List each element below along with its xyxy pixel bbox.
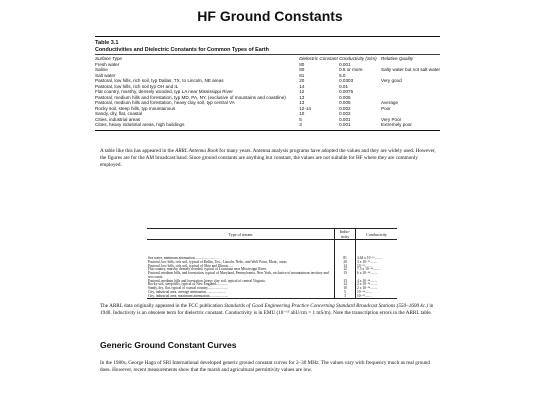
cell-conductivity: 0.001 <box>339 61 351 67</box>
cell-terrain: City, industrial area, maximum attenuation..................... <box>147 295 335 299</box>
cell-conductivity: 0.005 <box>339 100 351 106</box>
cell-dielectric: 5 <box>299 116 302 122</box>
cell-dielectric: 12 <box>299 89 305 95</box>
cell-terrain: Sea water, minimum attenuation............................ <box>148 256 220 260</box>
cell-dielectric: 14 <box>299 83 305 89</box>
table-3-1 <box>95 36 440 131</box>
cell-conductivity: 0.5 or more <box>339 67 363 73</box>
cell-inductivity: 5 <box>335 291 356 295</box>
cell-surface: Cities, heavy industrial areas, high buildings <box>95 122 185 128</box>
book-title: ARRL Antenna Book <box>175 148 218 154</box>
cell-terrain: Sandy, dry, flat, typical of coastal country...................... <box>148 286 228 291</box>
cell-quality: Poor <box>381 105 391 111</box>
cell-conductivity: 0.0075 <box>339 89 354 95</box>
cell-surface: Saline <box>95 67 108 73</box>
cell-quality: Very Poor <box>381 116 402 122</box>
paragraph-text: The ARRL data originally appeared in the FCC publication <box>100 303 225 309</box>
cell-conductivity: 2 x 10⁻¹⁴........ <box>357 282 378 287</box>
cell-dielectric: 10 <box>299 111 305 117</box>
col-quality: Relative Quality <box>381 56 414 62</box>
cell-inductivity: 20 <box>335 261 356 265</box>
cell-conductivity: 5.0 <box>339 72 346 78</box>
col-terrain: Type of terrain <box>147 229 335 240</box>
cell-surface: Flat country, marshy, densely wooded, typ LA near Mississippi River <box>95 89 233 95</box>
col-inductivity: Induc-tivity <box>335 229 356 240</box>
cell-terrain: Pastoral, medium hills, and forestation, typical of Maryland, Pennsylvania, New York, exclusive of mountainous territory and sea coasts. <box>148 271 329 279</box>
cell-conductivity: 0.01 <box>339 83 349 89</box>
cell-quality: Average <box>381 100 399 106</box>
cell-dielectric: 20 <box>299 78 305 84</box>
col-conductivity: Conductivity (S/m) <box>339 56 377 62</box>
ground-constants-table <box>95 56 440 128</box>
table-row <box>147 295 397 299</box>
table-bottom-rule <box>95 130 440 131</box>
cell-dielectric: 12-14 <box>299 105 311 111</box>
table-header-rule <box>95 54 440 55</box>
cell-surface: Cities, industrial areas <box>95 116 141 122</box>
cell-surface: Salt water <box>95 72 116 78</box>
cell-conductivity: 0.002 <box>339 105 351 111</box>
cell-inductivity: 14 <box>335 283 356 287</box>
cell-surface: Sandy, dry, flat, coastal <box>95 111 143 117</box>
cell-surface: Fresh water <box>95 61 120 67</box>
cell-conductivity: 0.001 <box>339 122 351 128</box>
cell-surface: Pastoral, medium hills and forestation, typ MD, PA, NY, (exclusive of mountains and coastline) <box>95 94 286 100</box>
cell-terrain: Rocky soil, steep hills, typical of New England.............. <box>148 282 229 287</box>
col-conductivity-emu: Conductivity <box>356 229 398 240</box>
paragraph-text: for many years. Antenna analysis programs have adopted the values and they are widely used. However, the figures are for the AM broadcast band. Since ground constants are anything but constant, the values are not suitable for HF where they are commonly employed. <box>100 148 436 169</box>
cell-inductivity: 13 <box>335 280 356 284</box>
cell-dielectric: 80 <box>299 67 305 73</box>
publication-title: Standards of Good Engineering Practice Concerning Standard Broadcast Stations (550–1600 kc.) <box>224 303 429 309</box>
cell-inductivity: 3 <box>335 295 356 299</box>
cell-dielectric: 13 <box>299 100 305 106</box>
col-surface-type: Surface Type <box>95 56 122 62</box>
cell-inductivity: 12 <box>335 268 356 272</box>
cell-dielectric: 81 <box>299 72 305 78</box>
cell-conductivity: 0.001 <box>339 116 351 122</box>
cell-dielectric: 13 <box>299 94 305 100</box>
cell-conductivity: 0.002 <box>339 111 351 117</box>
cell-quality: Extremely poor <box>381 122 412 128</box>
col-dielectric: Dielectric Constant <box>299 56 338 62</box>
cell-conductivity: 4.64 x 10⁻¹¹........ <box>357 256 382 260</box>
cell-dielectric: 80 <box>299 61 305 67</box>
cell-terrain: City, industrial area, average attenuation...................... <box>148 289 226 294</box>
cell-surface: Pastoral, low hills, rich soil typ OH and IL <box>95 83 179 89</box>
paragraph-fcc <box>100 303 440 317</box>
cell-quality: Salty water but not salt water <box>381 67 440 73</box>
page-title: HF Ground Constants <box>197 8 343 24</box>
cell-terrain: Pastoral, low hills, rich soil, typical of Dallas, Tex., Lincoln, Nebr., and Wolf Point, Mont., areas. <box>148 259 288 264</box>
cell-conductivity: 6 x 10⁻¹⁴........ <box>357 271 378 276</box>
paragraph-text: A table like this has appeared in the <box>100 148 176 154</box>
cell-terrain: Pastoral, low hills, rich soil, typical of Ohio and Illinois...... <box>148 263 234 268</box>
paragraph-intro <box>100 148 440 170</box>
paragraph-text: in 1940. Inductivity is an obsolete term for dielectric constant. Conductivity is in EMU (10⁻¹³ abU/cm = 1 mS/m). Note the transcription errors in the ARRL table. <box>100 303 434 317</box>
cell-conductivity: 3 x 10⁻¹³........ <box>357 259 378 264</box>
paragraph-hagn: In the 1980s, George Hagn of SRI International developed generic ground constant curves for 2–30 MHz. The values vary with frequency much as real ground does. However, recent measurements show that the marsh and agricultural permittivity values are low. <box>100 360 430 374</box>
cell-surface: Pastoral, medium hills and forestation, heavy clay soil, typ central VA <box>95 100 235 106</box>
cell-inductivity: 14 <box>335 265 356 269</box>
cell-inductivity: 81 <box>335 257 356 261</box>
cell-conductivity: 4 x 10⁻¹⁴........ <box>357 278 378 283</box>
cell-quality: Very good <box>381 78 402 84</box>
cell-conductivity: 10⁻¹³........ <box>357 263 372 268</box>
cell-dielectric: 3 <box>299 122 302 128</box>
cell-terrain: Flat country, marshy, densely wooded, typical of Louisiana near Mississippi River. <box>148 267 267 272</box>
table-top-rule <box>95 36 440 37</box>
cell-conductivity: 0.0303 <box>339 78 354 84</box>
cell-conductivity: 2 x 10⁻¹⁴........ <box>357 286 378 291</box>
section-heading: Generic Ground Constant Curves <box>100 340 237 350</box>
fcc-terrain-table <box>147 228 397 298</box>
cell-conductivity: 10⁻¹⁴........ <box>357 289 373 294</box>
table-number: Table 3.1 <box>95 40 119 46</box>
cell-surface: Rocky soil, steep hills, typ mountainous <box>95 105 176 111</box>
cell-inductivity: 10 <box>335 287 356 291</box>
cell-surface: Pastoral, low hills, rich soil, typ Dallas, TX, to Lincoln, NE areas <box>95 78 224 84</box>
cell-conductivity: 10⁻¹⁵........ <box>356 295 398 299</box>
cell-terrain: Pastoral, medium hills and forestation, heavy clay soil, typical of central Virginia. <box>148 278 266 283</box>
cell-inductivity: 13 <box>335 272 356 280</box>
cell-conductivity: 0.006 <box>339 94 351 100</box>
table-row <box>95 122 440 128</box>
table-caption: Conductivities and Dielectric Constants for Common Types of Earth <box>95 46 269 53</box>
cell-conductivity: 7.5 x 10⁻¹⁴........ <box>357 267 381 272</box>
